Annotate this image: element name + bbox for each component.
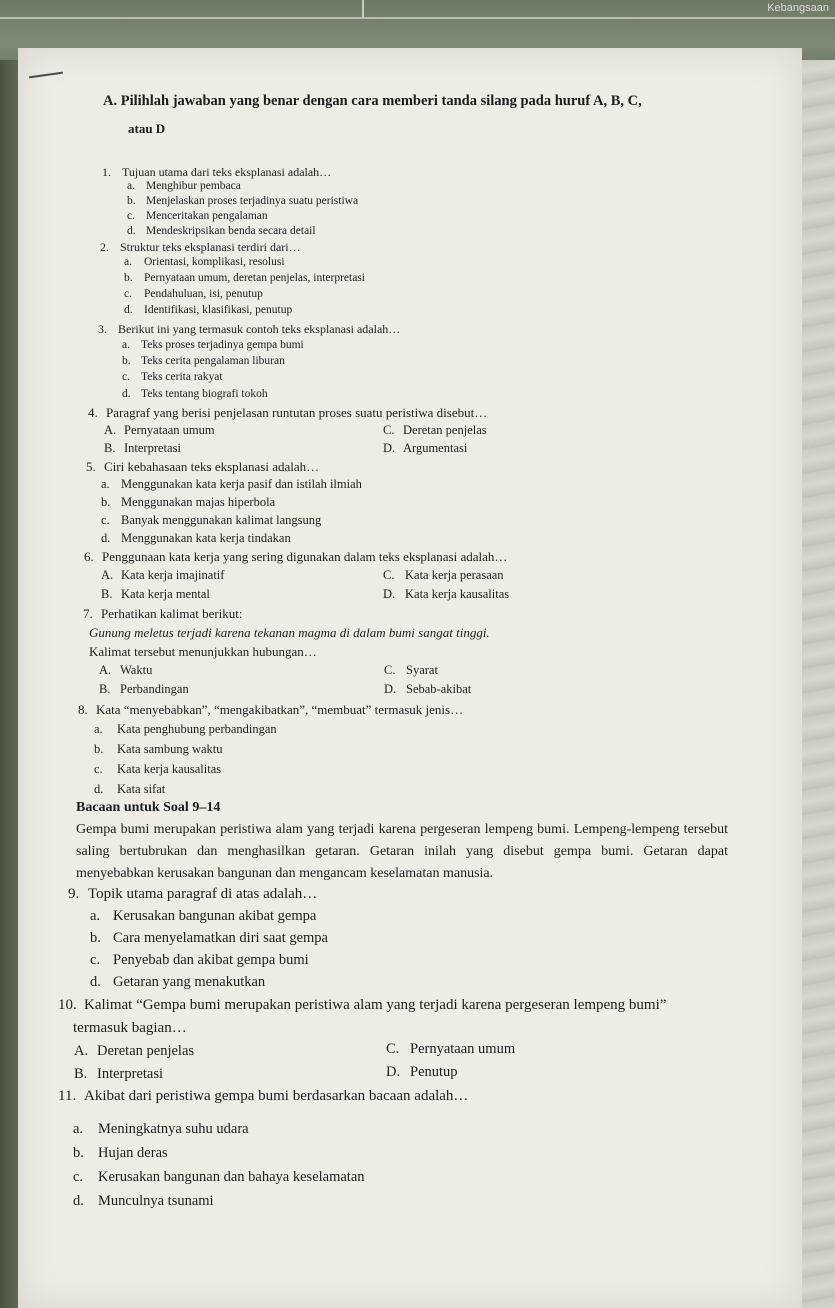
option-text[interactable]: Menghibur pembaca (146, 180, 241, 192)
question-number: 2. (100, 240, 109, 254)
option-text[interactable]: Teks proses terjadinya gempa bumi (141, 339, 304, 351)
option-letter[interactable]: a. (122, 339, 130, 351)
question-number: 6. (84, 549, 94, 564)
question-text: Penggunaan kata kerja yang sering digunakan dalam teks eksplanasi adalah… (102, 549, 508, 564)
option-text[interactable]: Meningkatnya suhu udara (98, 1121, 249, 1137)
option-letter[interactable]: d. (122, 388, 131, 400)
option-letter[interactable]: C. (383, 568, 395, 582)
option-text[interactable]: Interpretasi (97, 1066, 164, 1082)
option-text[interactable]: Getaran yang menakutkan (113, 974, 266, 990)
background-right (801, 60, 835, 1308)
question-text: Ciri kebahasaan teks eksplanasi adalah… (104, 459, 320, 474)
question-text: Kata “menyebabkan”, “mengakibatkan”, “membuat” termasuk jenis… (96, 702, 464, 717)
question-text: Tujuan utama dari teks eksplanasi adalah… (122, 165, 332, 179)
passage-title: Bacaan untuk Soal 9–14 (76, 800, 221, 815)
option-text[interactable]: Kerusakan bangunan akibat gempa (113, 908, 317, 924)
option-letter[interactable]: C. (386, 1041, 400, 1057)
option-text[interactable]: Teks cerita pengalaman liburan (141, 355, 285, 367)
option-letter[interactable]: c. (90, 952, 101, 968)
question-number: 9. (68, 886, 80, 902)
question-number: 11. (58, 1088, 77, 1104)
option-letter[interactable]: B. (99, 682, 111, 696)
option-text[interactable]: Mendeskripsikan benda secara detail (146, 225, 316, 237)
option-text[interactable]: Penutup (410, 1064, 458, 1080)
option-text[interactable]: Pernyataan umum (124, 423, 215, 437)
option-letter[interactable]: b. (122, 355, 131, 367)
option-letter[interactable]: a. (127, 180, 135, 192)
option-text[interactable]: Kerusakan bangunan dan bahaya keselamatan (98, 1169, 365, 1185)
option-text[interactable]: Menggunakan majas hiperbola (121, 495, 276, 509)
option-text[interactable]: Kata kerja kausalitas (117, 762, 222, 776)
background-vline (362, 0, 364, 18)
option-letter[interactable]: a. (94, 722, 103, 736)
question-number: 4. (88, 405, 98, 420)
option-text[interactable]: Kata kerja perasaan (405, 568, 504, 582)
option-letter[interactable]: b. (73, 1145, 84, 1161)
option-letter[interactable]: a. (90, 908, 101, 924)
option-text[interactable]: Pernyataan umum (410, 1041, 516, 1057)
option-letter[interactable]: B. (104, 441, 116, 455)
question-prompt: Kalimat tersebut menunjukkan hubungan… (89, 644, 317, 659)
option-letter[interactable]: D. (384, 682, 397, 696)
question-text: Kalimat “Gempa bumi merupakan peristiwa alam yang terjadi karena pergeseran lempeng bumi” (84, 997, 667, 1013)
question-text: Paragraf yang berisi penjelasan runtutan proses suatu peristiwa disebut… (106, 405, 488, 420)
option-text[interactable]: Pernyataan umum, deretan penjelas, interpretasi (144, 272, 365, 284)
option-letter[interactable]: c. (73, 1169, 84, 1185)
option-letter[interactable]: d. (94, 782, 104, 796)
option-text[interactable]: Kata sambung waktu (117, 742, 223, 756)
question-text: Akibat dari peristiwa gempa bumi berdasarkan bacaan adalah… (84, 1088, 469, 1104)
option-letter[interactable]: b. (127, 195, 136, 207)
option-text[interactable]: Banyak menggunakan kalimat langsung (121, 513, 322, 527)
option-text[interactable]: Perbandingan (120, 682, 189, 696)
option-letter[interactable]: a. (73, 1121, 84, 1137)
quoted-sentence: Gunung meletus terjadi karena tekanan magma di dalam bumi sangat tinggi. (89, 625, 490, 640)
option-letter[interactable]: d. (127, 225, 136, 237)
worksheet-paper (18, 48, 802, 1308)
question-number: 5. (86, 459, 96, 474)
option-text[interactable]: Kata kerja kausalitas (405, 587, 510, 601)
option-text[interactable]: Teks cerita rakyat (141, 371, 223, 383)
option-letter[interactable]: d. (124, 304, 133, 316)
question-number: 10. (58, 997, 77, 1013)
option-letter[interactable]: D. (383, 587, 396, 601)
option-text[interactable]: Pendahuluan, isi, penutup (144, 288, 263, 300)
option-text[interactable]: Waktu (120, 663, 153, 677)
option-text[interactable]: Kata kerja mental (121, 587, 210, 601)
option-letter[interactable]: B. (74, 1066, 88, 1082)
option-text[interactable]: Deretan penjelas (403, 423, 487, 437)
corner-text: Kebangsaan (767, 2, 829, 14)
option-letter[interactable]: A. (101, 568, 114, 582)
option-text[interactable]: Cara menyelamatkan diri saat gempa (113, 930, 328, 946)
option-letter[interactable]: c. (101, 513, 110, 527)
instruction-line-1: A. Pilihlah jawaban yang benar dengan cara memberi tanda silang pada huruf A, B, C, (103, 93, 642, 109)
option-text[interactable]: Identifikasi, klasifikasi, penutup (144, 304, 293, 316)
background-line (0, 17, 835, 19)
option-letter[interactable]: b. (101, 495, 111, 509)
option-text[interactable]: Orientasi, komplikasi, resolusi (144, 256, 285, 268)
option-letter[interactable]: b. (124, 272, 133, 284)
option-letter[interactable]: A. (74, 1043, 89, 1059)
question-number: 1. (102, 165, 111, 179)
option-letter[interactable]: b. (94, 742, 104, 756)
option-text[interactable]: Teks tentang biografi tokoh (141, 388, 268, 400)
option-letter[interactable]: c. (122, 371, 130, 383)
question-text: Berikut ini yang termasuk contoh teks eksplanasi adalah… (118, 322, 401, 336)
option-text[interactable]: Hujan deras (98, 1145, 168, 1161)
option-letter[interactable]: B. (101, 587, 113, 601)
passage-text: Gempa bumi merupakan peristiwa alam yang terjadi karena pergeseran lempeng bumi. Lempeng-lempeng tersebut saling bertubrukan dan menghasilkan getaran. Getaran inilah yang disebut gempa bumi. Getaran dapat menyebabkan kerusakan bangunan dan mengancam keselamatan manusia. (76, 822, 728, 881)
option-text[interactable]: Menjelaskan proses terjadinya suatu peristiwa (146, 195, 359, 207)
option-text[interactable]: Kata penghubung perbandingan (117, 722, 277, 736)
option-letter[interactable]: c. (94, 762, 103, 776)
option-text[interactable]: Penyebab dan akibat gempa bumi (113, 952, 309, 968)
option-letter[interactable]: b. (90, 930, 101, 946)
option-letter[interactable]: A. (104, 423, 117, 437)
option-text[interactable]: Menggunakan kata kerja pasif dan istilah ilmiah (121, 477, 362, 491)
option-letter[interactable]: a. (124, 256, 132, 268)
option-text[interactable]: Menggunakan kata kerja tindakan (121, 531, 291, 545)
option-letter[interactable]: C. (384, 663, 396, 677)
option-letter[interactable]: a. (101, 477, 110, 491)
option-text[interactable]: Menceritakan pengalaman (146, 210, 268, 222)
option-text[interactable]: Munculnya tsunami (98, 1193, 214, 1209)
option-text[interactable]: Kata sifat (117, 782, 166, 796)
option-text[interactable]: Interpretasi (124, 441, 181, 455)
question-text: Topik utama paragraf di atas adalah… (88, 886, 318, 902)
option-text[interactable]: Sebab-akibat (406, 682, 472, 696)
option-text[interactable]: Syarat (406, 663, 438, 677)
option-text[interactable]: Kata kerja imajinatif (121, 568, 225, 582)
question-text-continued: termasuk bagian… (73, 1020, 187, 1036)
option-letter[interactable]: D. (383, 441, 396, 455)
option-text[interactable]: Deretan penjelas (97, 1043, 195, 1059)
option-letter[interactable]: A. (99, 663, 112, 677)
question-text: Perhatikan kalimat berikut: (101, 606, 243, 621)
option-letter[interactable]: d. (90, 974, 101, 990)
option-letter[interactable]: D. (386, 1064, 401, 1080)
instruction-line-2: atau D (128, 121, 166, 136)
question-number: 7. (83, 606, 93, 621)
option-letter[interactable]: c. (127, 210, 135, 222)
option-letter[interactable]: d. (101, 531, 111, 545)
option-letter[interactable]: d. (73, 1193, 84, 1209)
question-text: Struktur teks eksplanasi terdiri dari… (120, 240, 301, 254)
question-number: 8. (78, 702, 88, 717)
option-text[interactable]: Argumentasi (403, 441, 468, 455)
option-letter[interactable]: C. (383, 423, 395, 437)
option-letter[interactable]: c. (124, 288, 132, 300)
question-number: 3. (98, 322, 107, 336)
